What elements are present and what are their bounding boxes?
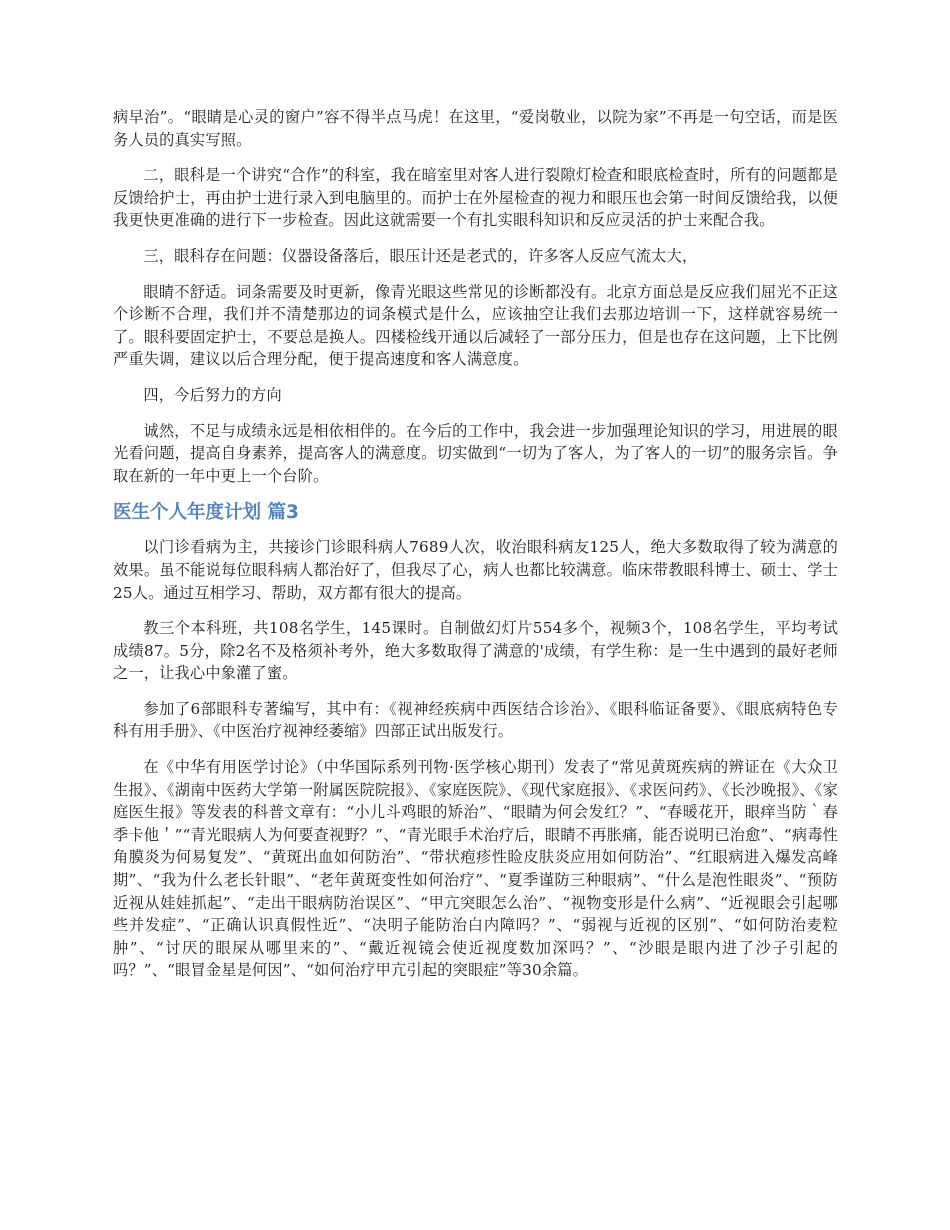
paragraph-10: 在《中华有用医学讨论》（中华国际系列刊物·医学核心期刊）发表了“常见黄斑疾病的辨证在《大众卫生报》、《湖南中医药大学第一附属医院院报》、《家庭医院》、《现代家庭报》、《求医问药》、《长沙晚报》、《家庭医生报》等发表的科普文章有：“小儿斗鸡眼的矫治”、“眼睛为何会发红？”、“春暖花开，眼痒当防｀春季卡他＇”“青光眼病人为何要查视野？”、“青光眼手术治疗后，眼睛不再胀痛，能否说明已治愈”、“病毒性角膜炎为何易复发”、“黄斑出血如何防治”、“带状疱疹性睑皮肤炎应用如何防治”、“红眼病进入爆发高峰期”、“我为什么老长针眼”、“老年黄斑变性如何治疗”、“夏季谨防三种眼病”、“什么是泡性眼炎”、“预防近视从娃娃抓起”、“走出干眼病防治误区”、“甲亢突眼怎么治”、“视物变形是什么病”、“近视眼会引起哪些并发症”、“正确认识真假性近”、“决明子能防治白内障吗？”、“弱视与近视的区别”、“如何防治麦粒肿”、“讨厌的眼屎从哪里来的”、“戴近视镜会使近视度数加深吗？”、“沙眼是眼内进了沙子引起的吗？”、“眼冒金星是何因”、“如何治疗甲亢引起的突眼症”等30余篇。: [113, 758, 838, 980]
section-heading: 医生个人年度计划 篇3: [113, 502, 299, 524]
paragraph-8: 教三个本科班，共108名学生，145课时。自制做幻灯片554多个，视频3个，108名学生，平均考试成绩87。5分，除2名不及格须补考外，绝大多数取得了满意的'成绩，有学生称：是一生中遇到的最好老师之一，让我心中象灌了蜜。: [113, 619, 838, 683]
paragraph-3: 三，眼科存在问题：仪器设备落后，眼压计还是老式的，许多客人反应气流太大，: [143, 246, 698, 265]
paragraph-2: 二，眼科是一个讲究“合作”的科室，我在暗室里对客人进行裂隙灯检查和眼底检查时，所有的问题都是反馈给护士，再由护士进行录入到电脑里的。而护士在外屋检查的视力和眼压也会第一时间反馈给我，以便我更快更准确的进行下一步检查。因此这就需要一个有扎实眼科知识和反应灵活的护士来配合我。: [113, 166, 838, 230]
document-page: [113, 106, 838, 995]
paragraph-1: 病早治”。“眼睛是心灵的窗户”容不得半点马虎！在这里，“爱岗敬业，以院为家”不再是一句空话，而是医务人员的真实写照。: [113, 108, 838, 149]
paragraph-6: 诚然，不足与成绩永远是相依相伴的。在今后的工作中，我会进一步加强理论知识的学习，用进展的眼光看问题，提高自身素养，提高客人的满意度。切实做到“一切为了客人，为了客人的一切”的服务宗旨。争取在新的一年中更上一个台阶。: [113, 421, 838, 485]
paragraph-5: 四，今后努力的方向: [143, 385, 282, 404]
paragraph-9: 参加了6部眼科专著编写，其中有：《视神经疾病中西医结合诊治》、《眼科临证备要》、《眼底病特色专科有用手册》、《中医治疗视神经萎缩》四部正试出版发行。: [113, 699, 838, 741]
paragraph-7: 以门诊看病为主，共接诊门诊眼科病人7689人次，收治眼科病友125人，绝大多数取得了较为满意的效果。虽不能说每位眼科病人都治好了，但我尽了心，病人也都比较满意。临床带教眼科博士、硕士、学士25人。通过互相学习、帮助，双方都有很大的提高。: [113, 538, 838, 602]
paragraph-4: 眼睛不舒适。词条需要及时更新，像青光眼这些常见的诊断都没有。北京方面总是反应我们屈光不正这个诊断不合理，我们并不清楚那边的词条模式是什么，应该抽空让我们去那边培训一下，这样就容易统一了。眼科要固定护士，不要总是换人。四楼检线开通以后减轻了一部分压力，但是也存在这问题，上下比例严重失调，建议以后合理分配，便于提高速度和客人满意度。: [113, 282, 838, 369]
